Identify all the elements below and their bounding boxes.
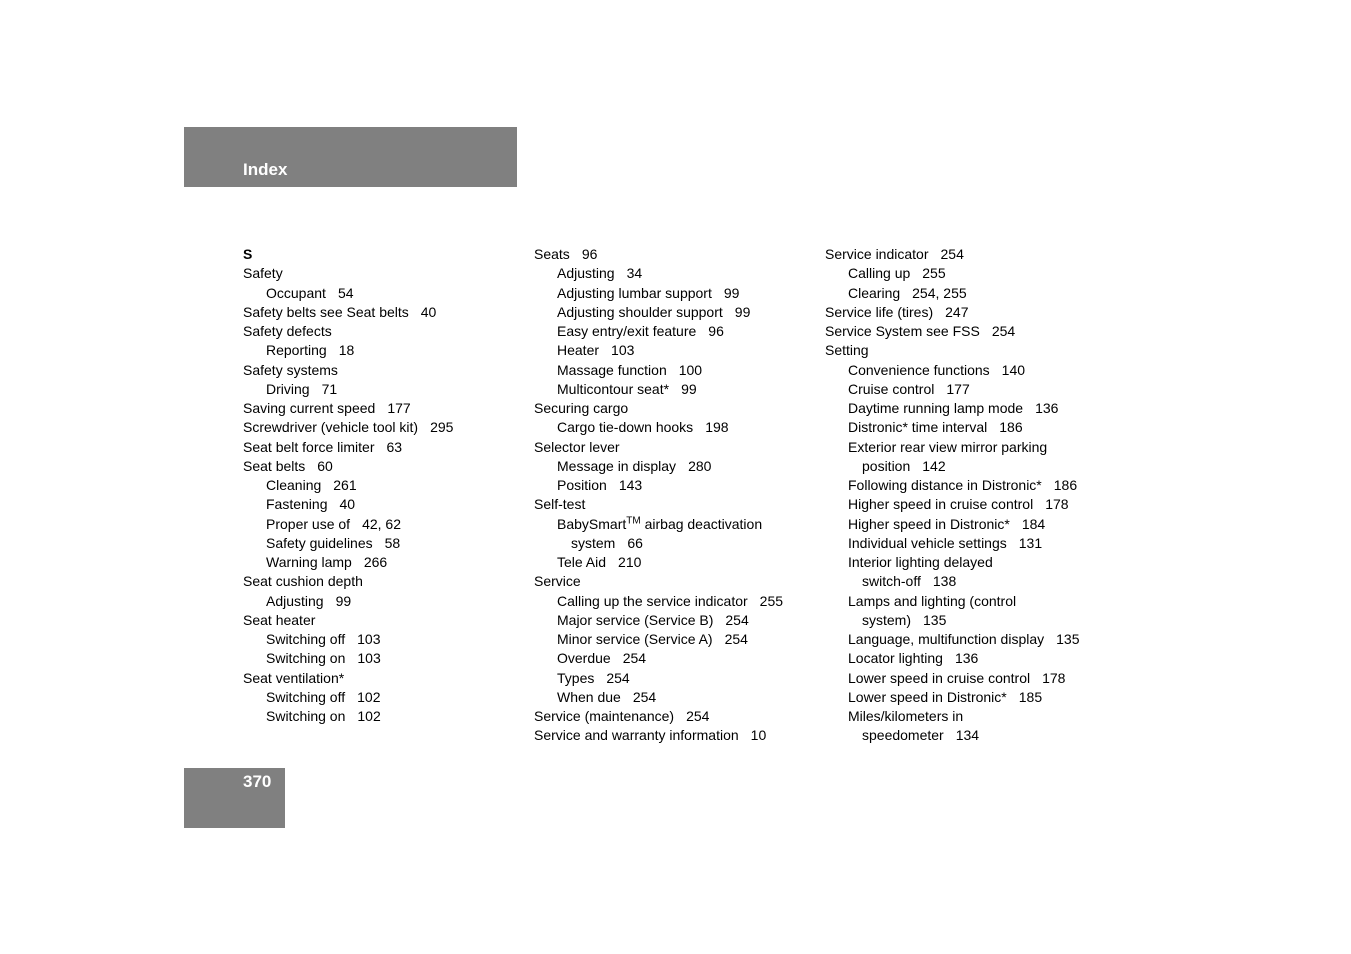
index-page-ref[interactable]: 99	[734, 303, 751, 320]
index-term: Self-test	[534, 496, 586, 513]
index-term: Cruise control	[848, 380, 935, 397]
index-page-ref[interactable]: 42, 62	[362, 515, 401, 532]
index-term: Warning lamp	[266, 554, 352, 570]
index-entry	[825, 688, 1115, 707]
index-term: Miles/kilometers in	[848, 708, 964, 724]
index-term: BabySmart	[557, 515, 627, 532]
index-entry	[534, 515, 824, 534]
index-entry	[243, 688, 533, 707]
index-term: Service life (tires)	[825, 303, 934, 320]
index-entry	[534, 284, 824, 303]
index-entry	[534, 495, 824, 514]
index-page-ref[interactable]: 255	[922, 265, 946, 282]
index-page-ref[interactable]: 60	[317, 457, 333, 474]
index-term: Heater	[557, 342, 600, 359]
index-page-ref[interactable]: 99	[681, 380, 697, 397]
index-page-ref[interactable]: 102	[357, 708, 381, 724]
index-term: Massage function	[557, 361, 667, 378]
index-page-ref[interactable]: 178	[1042, 669, 1066, 686]
index-entry	[534, 688, 824, 707]
index-term: position	[862, 457, 911, 474]
index-entry	[534, 361, 824, 380]
index-entry	[534, 707, 824, 726]
index-page-ref[interactable]: 34	[626, 265, 643, 282]
index-page-ref[interactable]: 103	[357, 650, 381, 667]
index-entry	[825, 399, 1115, 418]
index-page-ref[interactable]: 142	[922, 457, 946, 474]
index-page-ref[interactable]: 138	[932, 573, 957, 590]
index-entry	[825, 495, 1115, 514]
index-term: Switching on	[266, 708, 346, 724]
index-term: Reporting	[266, 342, 327, 359]
index-page-ref[interactable]: 96	[708, 323, 724, 339]
index-entry	[243, 361, 533, 380]
index-entry	[534, 726, 824, 745]
index-entry	[825, 380, 1115, 399]
index-term: Service and warranty information	[534, 727, 739, 744]
index-entry	[243, 418, 533, 437]
index-page-ref[interactable]: 40	[420, 303, 437, 320]
index-entry	[534, 418, 824, 437]
index-entry	[825, 726, 1115, 745]
index-term: Service (maintenance)	[534, 708, 675, 724]
index-page-ref[interactable]: 103	[611, 342, 635, 359]
index-entry	[825, 476, 1115, 495]
index-entry	[534, 245, 824, 264]
index-entry	[825, 611, 1115, 630]
index-entry	[825, 322, 1115, 341]
index-page-ref[interactable]: 103	[357, 631, 381, 647]
index-term: Language, multifunction display	[848, 631, 1045, 647]
index-term: Types	[557, 669, 595, 686]
index-page-ref[interactable]: 177	[387, 400, 411, 416]
index-page-ref[interactable]: 143	[618, 477, 643, 493]
index-term: Individual vehicle settings	[848, 534, 1007, 551]
index-page-ref[interactable]: 254	[724, 631, 748, 647]
index-term: Adjusting lumbar support	[557, 284, 712, 301]
index-entry	[243, 707, 533, 726]
index-term: Switching off	[266, 631, 346, 647]
index-term: Minor service (Service A)	[557, 631, 713, 647]
index-page-ref[interactable]: 96	[581, 246, 598, 262]
index-page-ref[interactable]: 198	[705, 419, 729, 436]
index-term: Safety guidelines	[266, 534, 373, 551]
index-term: Message in display	[557, 457, 677, 474]
index-entry	[243, 476, 533, 495]
index-page-ref[interactable]: 186	[1053, 477, 1078, 493]
index-page-ref[interactable]: 186	[999, 419, 1023, 436]
index-term: Seats	[534, 246, 570, 262]
index-term: Interior lighting delayed	[848, 554, 993, 570]
index-term: Multicontour seat*	[557, 380, 670, 397]
index-page-ref[interactable]: 247	[945, 303, 969, 320]
index-term: Service	[534, 573, 581, 590]
index-entry	[825, 303, 1115, 322]
index-column-3	[825, 245, 1115, 746]
index-term: Following distance in Distronic*	[848, 477, 1042, 493]
index-entry	[534, 476, 824, 495]
index-entry	[534, 592, 824, 611]
index-page-ref[interactable]: 184	[1021, 515, 1046, 532]
index-entry	[825, 361, 1115, 380]
index-entry	[243, 611, 533, 630]
index-page-ref[interactable]: 295	[430, 419, 454, 436]
index-entry	[243, 341, 533, 360]
index-entry	[243, 457, 533, 476]
index-entry	[825, 534, 1115, 553]
index-entry	[534, 322, 824, 341]
index-entry	[243, 669, 533, 688]
index-term: Position	[557, 477, 607, 493]
index-letter-heading	[243, 245, 533, 264]
index-entry	[534, 380, 824, 399]
index-term: Safety defects	[243, 323, 332, 339]
index-page-ref[interactable]: 18	[338, 342, 355, 359]
index-entry	[243, 303, 533, 322]
index-term: Calling up	[848, 265, 911, 282]
index-entry	[243, 553, 533, 572]
index-term: Safety systems	[243, 361, 338, 378]
index-term: Overdue	[557, 650, 611, 667]
index-page-ref[interactable]: 254	[632, 688, 657, 705]
index-entry	[243, 284, 533, 303]
index-entry	[243, 322, 533, 341]
index-page-ref[interactable]: 58	[384, 534, 401, 551]
index-page-ref[interactable]: 254	[991, 323, 1016, 339]
index-entry	[534, 611, 824, 630]
index-entry	[534, 534, 824, 553]
index-term: system)	[862, 611, 911, 628]
index-page-ref[interactable]: 54	[337, 284, 354, 301]
index-term: Saving current speed	[243, 400, 376, 416]
index-term: Adjusting	[557, 265, 615, 282]
trademark-superscript: TM	[626, 514, 641, 526]
index-term: Proper use of	[266, 515, 351, 532]
index-term: Calling up the service indicator	[557, 592, 748, 609]
index-term: Major service (Service B)	[557, 611, 714, 628]
index-entry	[534, 649, 824, 668]
section-title: Index	[243, 160, 288, 179]
index-term: Seat belt force limiter	[243, 438, 375, 455]
index-page-ref[interactable]: 71	[321, 380, 338, 397]
index-term: Higher speed in cruise control	[848, 496, 1034, 513]
index-term: Safety belts see Seat belts	[243, 303, 409, 320]
index-term: Seat ventilation*	[243, 669, 345, 686]
index-page-ref[interactable]: 140	[1001, 361, 1026, 378]
index-page-ref[interactable]: 135	[1056, 631, 1080, 647]
index-page-ref[interactable]: 255	[759, 592, 784, 609]
index-entry	[825, 341, 1115, 360]
index-term: Seat belts	[243, 457, 306, 474]
index-term: Lower speed in cruise control	[848, 669, 1031, 686]
index-page-ref[interactable]: 40	[339, 496, 356, 513]
index-page-ref[interactable]: 261	[333, 477, 357, 493]
index-column-2	[534, 245, 824, 746]
index-entry	[534, 669, 824, 688]
index-term: Screwdriver (vehicle tool kit)	[243, 419, 419, 436]
page-number: 370	[243, 772, 272, 791]
index-term: Seat cushion depth	[243, 573, 363, 590]
index-entry	[825, 707, 1115, 726]
index-term: Cargo tie-down hooks	[557, 419, 694, 436]
index-term: Higher speed in Distronic*	[848, 515, 1010, 532]
index-page-ref[interactable]: 254	[725, 611, 749, 628]
index-entry	[534, 341, 824, 360]
index-entry	[534, 553, 824, 572]
index-page-ref[interactable]: 63	[386, 438, 403, 455]
index-term: Occupant	[266, 284, 326, 301]
index-entry	[534, 438, 824, 457]
index-column-1	[243, 245, 533, 726]
index-term: Cleaning	[266, 477, 322, 493]
index-term: Switching off	[266, 688, 346, 705]
index-entry	[825, 630, 1115, 649]
index-entry	[534, 572, 824, 591]
index-page-ref[interactable]: 185	[1018, 688, 1043, 705]
index-term: When due	[557, 688, 621, 705]
index-entry	[534, 303, 824, 322]
index-entry	[825, 245, 1115, 264]
index-term: Switching on	[266, 650, 346, 667]
index-term: Lower speed in Distronic*	[848, 688, 1007, 705]
section-header-bar	[184, 127, 517, 187]
index-term: Adjusting shoulder support	[557, 303, 723, 320]
index-entry	[534, 264, 824, 283]
index-term: Locator lighting	[848, 650, 943, 667]
index-entry	[825, 418, 1115, 437]
index-page-ref[interactable]: 135	[923, 611, 947, 628]
index-entry	[825, 457, 1115, 476]
index-page-ref[interactable]: 254	[940, 246, 964, 262]
index-entry	[825, 553, 1115, 572]
index-term: S	[243, 246, 253, 262]
index-page-ref[interactable]: 210	[618, 554, 642, 570]
index-term: Selector lever	[534, 438, 620, 455]
index-entry	[243, 438, 533, 457]
index-term-continued: airbag deactivation	[640, 515, 763, 532]
index-entry	[243, 649, 533, 668]
index-entry	[825, 592, 1115, 611]
index-entry	[243, 264, 533, 283]
index-entry	[243, 630, 533, 649]
index-page-ref[interactable]: 178	[1045, 496, 1069, 513]
index-page-ref[interactable]: 66	[627, 534, 643, 551]
index-page-ref[interactable]: 99	[723, 284, 740, 301]
index-entry	[825, 669, 1115, 688]
index-page-ref[interactable]: 254, 255	[912, 284, 967, 301]
index-page-ref[interactable]: 136	[954, 650, 979, 667]
index-term: speedometer	[862, 727, 944, 744]
index-term: Clearing	[848, 284, 901, 301]
index-term: Service System see FSS	[825, 323, 980, 339]
index-entry	[243, 380, 533, 399]
index-term: Service indicator	[825, 246, 929, 262]
index-page-ref[interactable]: 136	[1035, 400, 1059, 416]
index-entry	[534, 630, 824, 649]
index-term: Distronic* time interval	[848, 419, 988, 436]
index-page-ref[interactable]: 280	[688, 457, 712, 474]
index-entry	[243, 592, 533, 611]
index-entry	[243, 572, 533, 591]
index-term: Seat heater	[243, 611, 316, 628]
index-entry	[825, 264, 1115, 283]
index-term: Tele Aid	[557, 554, 607, 570]
index-page-ref[interactable]: 254	[686, 708, 710, 724]
index-page-ref[interactable]: 177	[946, 380, 970, 397]
index-term: Exterior rear view mirror parking	[848, 438, 1048, 455]
index-entry	[825, 572, 1115, 591]
index-page-ref[interactable]: 10	[750, 727, 767, 744]
index-entry	[534, 399, 824, 418]
index-page-ref[interactable]: 266	[363, 554, 388, 570]
index-term: Securing cargo	[534, 400, 629, 416]
index-term: Fastening	[266, 496, 328, 513]
index-term: Safety	[243, 265, 283, 282]
index-entry	[534, 457, 824, 476]
index-entry	[243, 399, 533, 418]
index-entry	[243, 495, 533, 514]
index-term: system	[571, 534, 616, 551]
index-entry	[243, 515, 533, 534]
index-term: Driving	[266, 380, 310, 397]
index-entry	[825, 649, 1115, 668]
page-number-box	[184, 768, 285, 828]
index-term: Easy entry/exit feature	[557, 323, 697, 339]
index-term: switch-off	[862, 573, 921, 590]
index-entry	[825, 515, 1115, 534]
index-page-ref[interactable]: 131	[1018, 534, 1043, 551]
index-term: Lamps and lighting (control	[848, 592, 1017, 609]
index-page-ref[interactable]: 254	[622, 650, 647, 667]
index-entry	[825, 438, 1115, 457]
index-term: Setting	[825, 342, 869, 359]
index-term: Daytime running lamp mode	[848, 400, 1024, 416]
index-page-ref[interactable]: 254	[606, 669, 630, 686]
index-page-ref[interactable]: 100	[678, 361, 703, 378]
index-page-ref[interactable]: 134	[955, 727, 980, 744]
index-entry	[243, 534, 533, 553]
index-page-ref[interactable]: 102	[357, 688, 381, 705]
index-entry	[825, 284, 1115, 303]
index-page-ref[interactable]: 99	[335, 592, 352, 609]
index-term: Adjusting	[266, 592, 324, 609]
index-term: Convenience functions	[848, 361, 990, 378]
